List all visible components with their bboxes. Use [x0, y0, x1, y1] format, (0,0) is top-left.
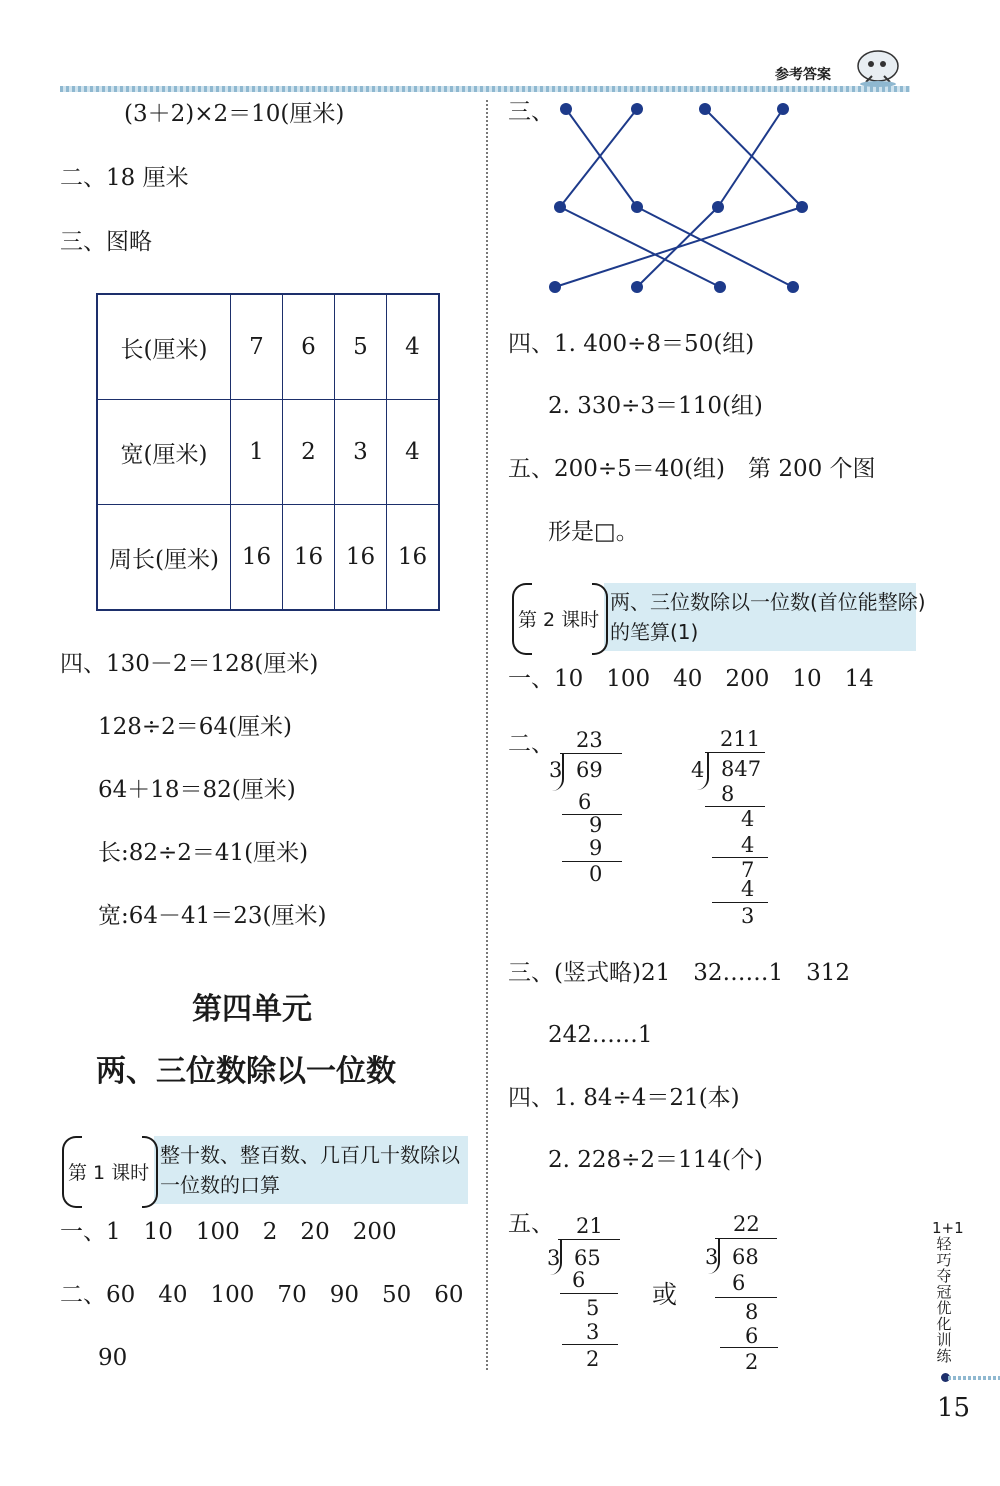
lesson-description — [160, 1140, 460, 1200]
header-rule — [60, 86, 910, 92]
step-value: 6 — [732, 1271, 746, 1295]
lesson-line: 的笔算(1) — [610, 620, 699, 644]
step-value: 6 — [572, 1268, 586, 1292]
step-rule — [562, 1344, 618, 1345]
unit-subtitle: 两、三位数除以一位数 — [96, 1054, 396, 1089]
quotient: 211 — [720, 727, 761, 751]
step-rule — [720, 1347, 778, 1348]
division-bracket — [550, 1239, 562, 1275]
table-row — [97, 294, 439, 400]
column-divider — [486, 100, 488, 1370]
division-bar — [715, 1238, 777, 1239]
answer-line: 一、10 100 40 200 10 14 — [508, 666, 874, 692]
match-dot — [699, 103, 711, 115]
answer-line: 2. 330÷3＝110(组) — [548, 393, 763, 419]
quotient: 22 — [733, 1212, 760, 1236]
table-cell: 2 — [283, 400, 335, 505]
answer-line: 五、 — [508, 1211, 554, 1237]
lesson-line: 整十数、整百数、几百几十数除以 — [160, 1143, 460, 1167]
step-value: 3 — [586, 1320, 600, 1344]
answer-line: 三、图略 — [60, 229, 152, 255]
step-value: 3 — [741, 904, 755, 928]
table-row — [97, 400, 439, 505]
answer-line: 128÷2＝64(厘米) — [98, 714, 293, 740]
divisor: 4 — [691, 758, 705, 782]
step-value: 4 — [741, 833, 755, 857]
table-cell: 16 — [283, 505, 335, 611]
table-cell: 7 — [231, 294, 283, 400]
step-value: 0 — [589, 862, 603, 886]
or-label: 或 — [652, 1280, 678, 1309]
match-dot — [631, 201, 643, 213]
step-rule — [705, 806, 765, 807]
row-header: 长(厘米) — [97, 294, 231, 400]
table-cell: 16 — [231, 505, 283, 611]
step-value: 5 — [586, 1296, 600, 1320]
answer-line: 五、200÷5＝40(组) 第 200 个图 — [508, 456, 876, 482]
series-title: 1+1轻巧夺冠优化训练 — [932, 1219, 964, 1365]
answer-line: 四、1. 84÷4＝21(本) — [508, 1085, 740, 1111]
lesson-number: 第 2 课时 — [518, 609, 600, 631]
step-value: 8 — [745, 1300, 759, 1324]
step-rule — [560, 1293, 618, 1294]
answer-line: 三、(竖式略)21 32……1 312 — [508, 960, 851, 986]
step-value: 9 — [589, 813, 603, 837]
lesson-2-banner — [512, 583, 926, 651]
header-label: 参考答案 — [775, 67, 831, 83]
matching-diagram — [540, 95, 820, 305]
mascot-icon — [852, 48, 904, 88]
step-value: 7 — [741, 858, 755, 882]
lesson-number: 第 1 课时 — [68, 1162, 150, 1184]
step-value: 2 — [745, 1350, 759, 1374]
step-rule — [715, 1297, 777, 1298]
match-dot — [554, 201, 566, 213]
step-rule — [712, 902, 768, 903]
lesson-line: 一位数的口算 — [160, 1173, 280, 1197]
step-value: 4 — [741, 877, 755, 901]
step-value: 9 — [589, 836, 603, 860]
division-bar — [558, 1239, 620, 1240]
lesson-1-banner — [62, 1136, 468, 1204]
answer-line: 64＋18＝82(厘米) — [98, 777, 296, 803]
table-cell: 5 — [335, 294, 387, 400]
dividend: 68 — [732, 1245, 759, 1269]
divisor: 3 — [547, 1246, 561, 1270]
match-dot — [560, 103, 572, 115]
quotient: 21 — [576, 1214, 603, 1238]
quotient: 23 — [576, 728, 603, 752]
table-cell: 4 — [387, 400, 440, 505]
answer-line: 2. 228÷2＝114(个) — [548, 1147, 763, 1173]
lesson-description — [610, 587, 926, 647]
dimension-table — [96, 293, 440, 611]
step-rule — [712, 857, 768, 858]
dividend: 847 — [721, 757, 762, 781]
step-value: 8 — [721, 782, 735, 806]
table-row — [97, 505, 439, 611]
answer-line: 242……1 — [548, 1022, 653, 1048]
table-cell: 16 — [335, 505, 387, 611]
divisor: 3 — [705, 1245, 719, 1269]
answer-line: 形是□。 — [548, 519, 639, 545]
division-bar — [560, 753, 622, 754]
step-value: 6 — [578, 790, 592, 814]
division-bracket — [552, 753, 564, 791]
division-bar — [705, 752, 765, 753]
answer-line: 宽:64－41＝23(厘米) — [98, 903, 327, 929]
divisor: 3 — [549, 758, 563, 782]
row-header: 宽(厘米) — [97, 400, 231, 505]
lesson-line: 两、三位数除以一位数(首位能整除) — [610, 590, 926, 614]
unit-title: 第四单元 — [192, 992, 312, 1027]
table-cell: 4 — [387, 294, 440, 400]
answer-line: 三、 — [508, 99, 554, 125]
table-cell: 1 — [231, 400, 283, 505]
dividend: 65 — [574, 1246, 601, 1270]
sidebar-rule — [948, 1376, 1000, 1380]
table-cell: 3 — [335, 400, 387, 505]
row-header: 周长(厘米) — [97, 505, 231, 611]
match-dot — [777, 103, 789, 115]
answer-line: 二、60 40 100 70 90 50 60 — [60, 1282, 464, 1308]
answer-line: 长:82÷2＝41(厘米) — [98, 840, 309, 866]
match-dot — [631, 281, 643, 293]
answer-line: 一、1 10 100 2 20 200 — [60, 1219, 397, 1245]
match-dot — [714, 281, 726, 293]
match-dot — [712, 201, 724, 213]
division-bracket — [697, 752, 709, 790]
table-cell: 16 — [387, 505, 440, 611]
answer-line: 四、1. 400÷8＝50(组) — [508, 331, 755, 357]
answer-line: (3＋2)×2＝10(厘米) — [124, 101, 345, 127]
step-value: 4 — [741, 807, 755, 831]
match-dot — [796, 201, 808, 213]
division-bracket — [708, 1238, 720, 1274]
match-dot — [549, 281, 561, 293]
answer-line: 四、130－2＝128(厘米) — [60, 651, 319, 677]
match-dot — [787, 281, 799, 293]
step-value: 2 — [586, 1347, 600, 1371]
answer-line: 90 — [98, 1345, 128, 1371]
dividend: 69 — [576, 758, 603, 782]
answer-line: 二、18 厘米 — [60, 165, 189, 191]
match-dot — [631, 103, 643, 115]
step-value: 6 — [745, 1324, 759, 1348]
table-cell: 6 — [283, 294, 335, 400]
answer-line: 二、 — [508, 731, 554, 757]
page-number: 15 — [937, 1393, 971, 1423]
